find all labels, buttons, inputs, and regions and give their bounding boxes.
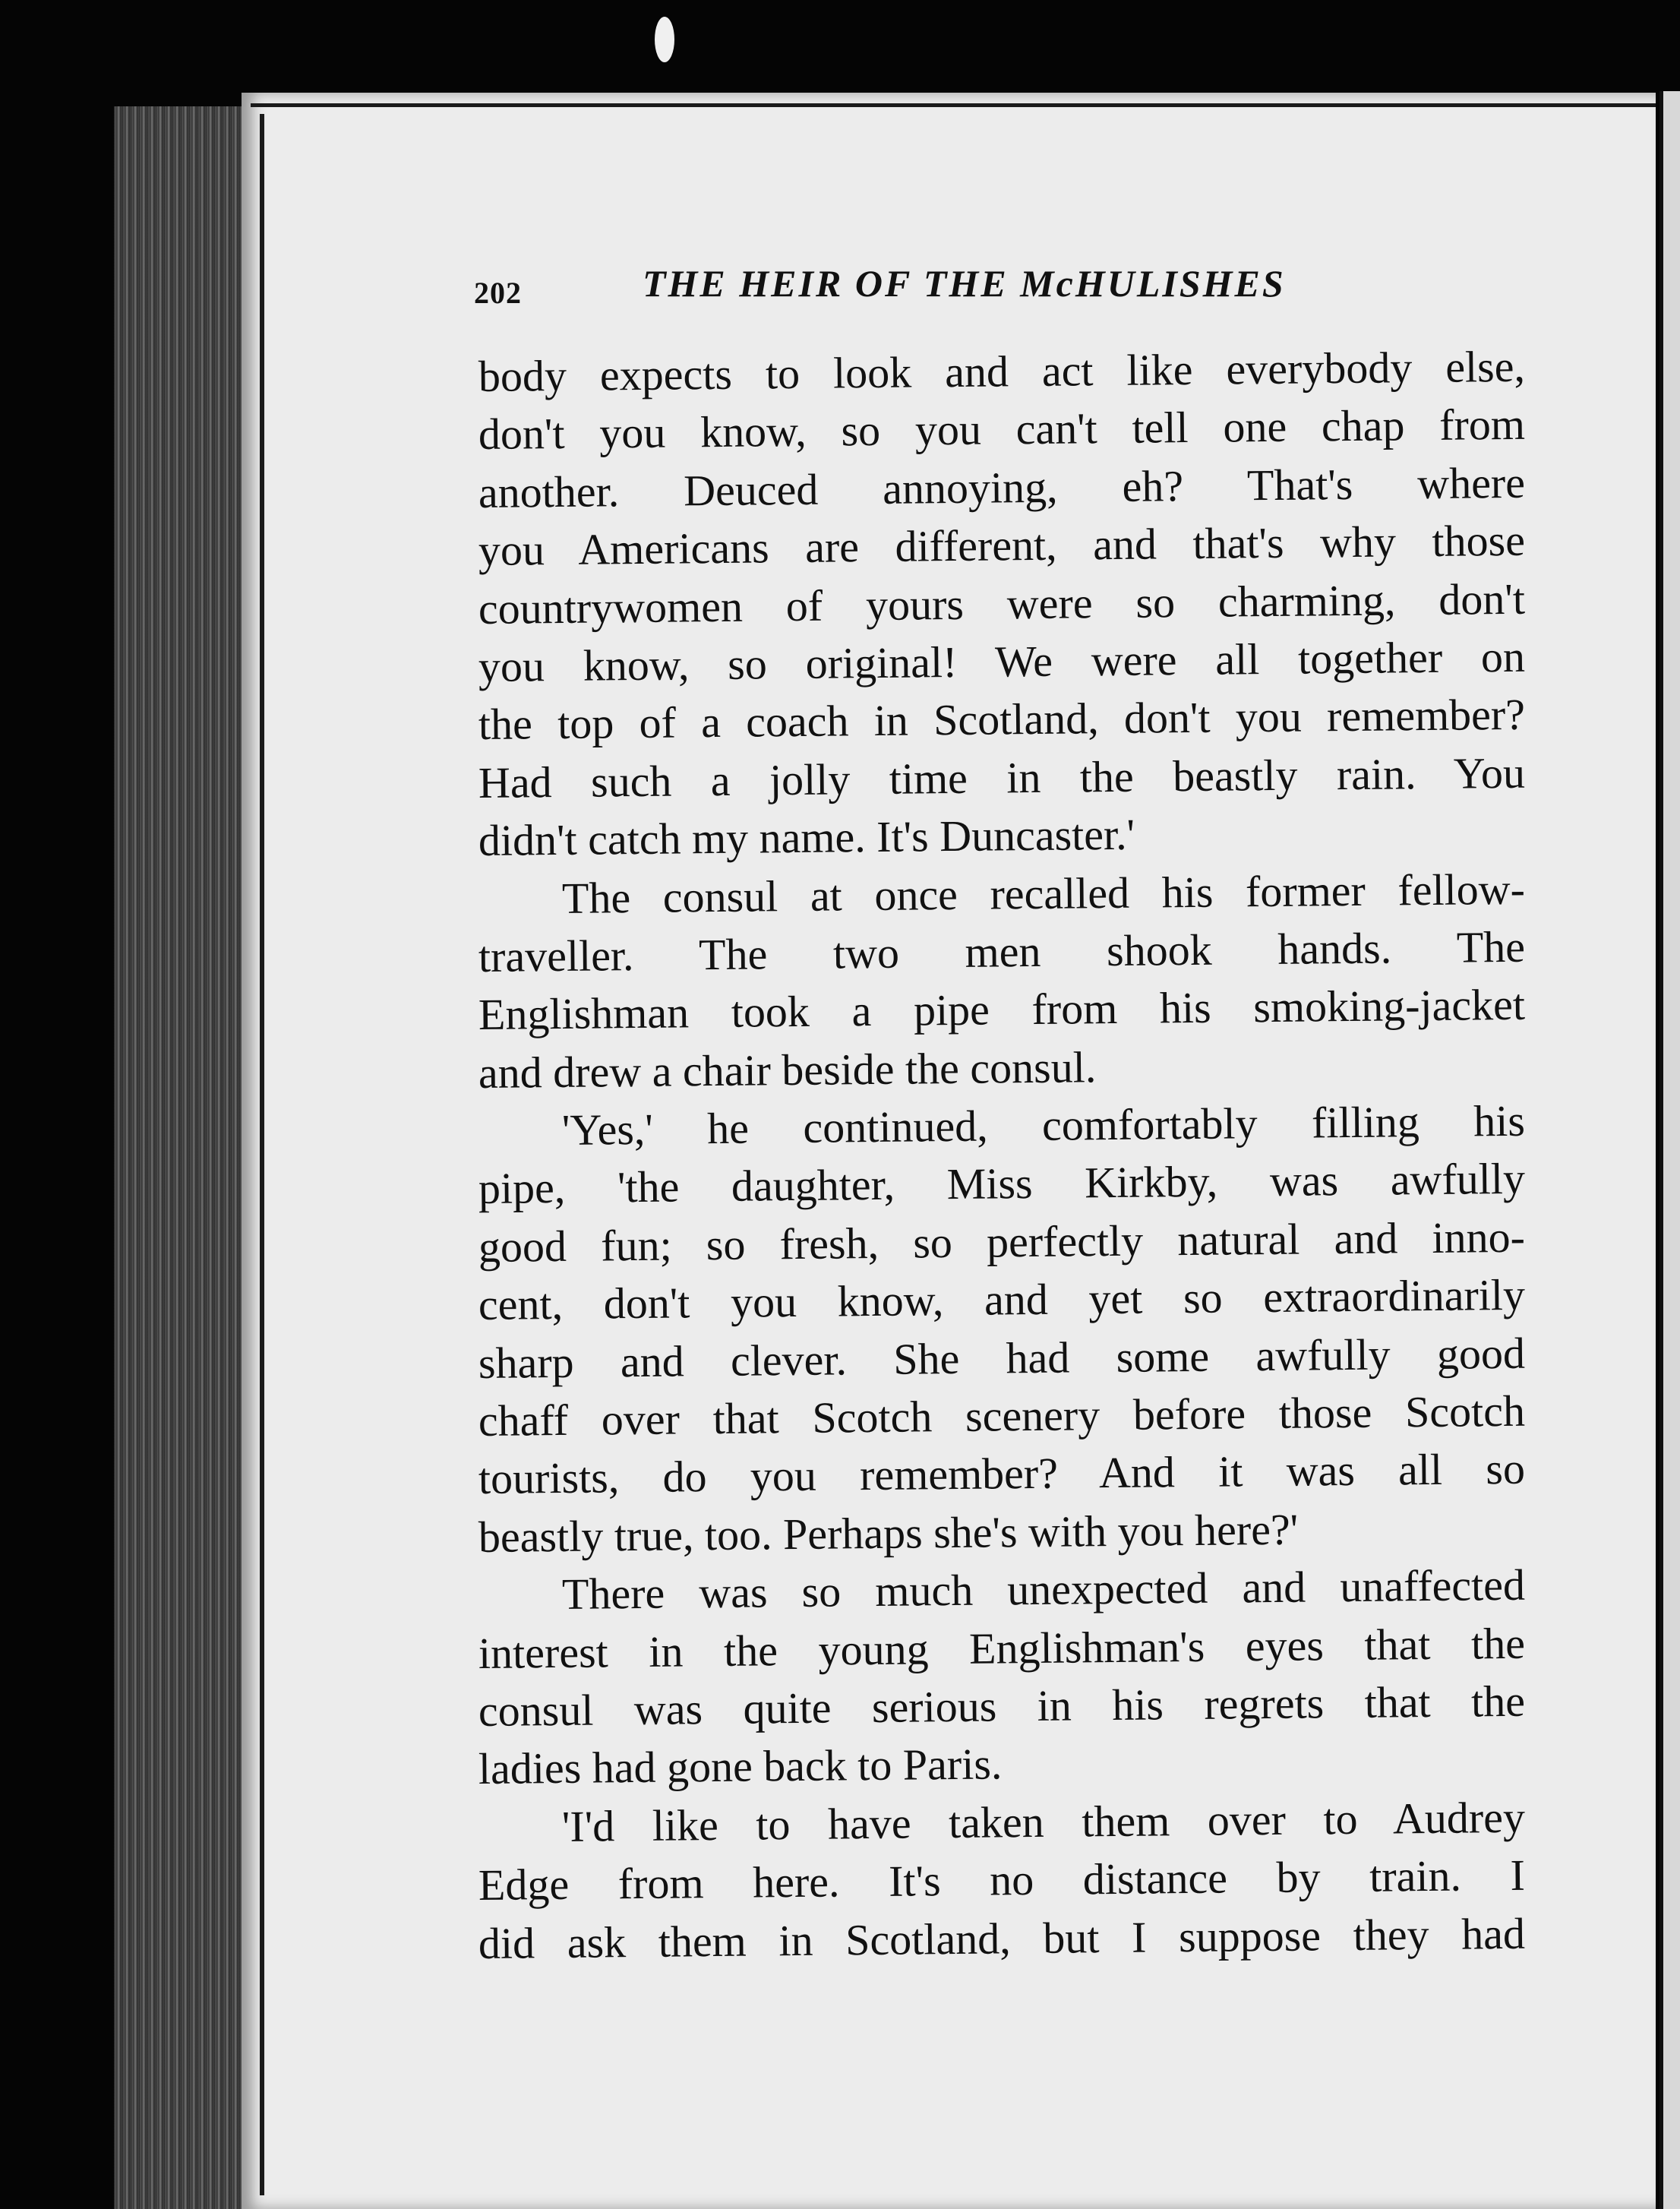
text-line: 'Yes,' he continued, comfortably filling his (561, 1095, 1526, 1155)
text-line: interest in the young Englishman's eyes that the (478, 1618, 1526, 1678)
running-head: THE HEIR OF THE McHULISHES (643, 262, 1286, 305)
text-line: you know, so original! We were all together on (478, 631, 1526, 691)
text-line: countrywomen of yours were so charming, don't (478, 574, 1526, 634)
binding-mark (655, 17, 674, 62)
text-line: chaff over that Scotch scenery before those Scotch (478, 1386, 1526, 1446)
page-number: 202 (474, 276, 522, 310)
page-border-top (251, 103, 1656, 107)
text-line: cent, don't you know, and yet so extraordinarily (478, 1270, 1526, 1330)
text-line: you Americans are different, and that's why those (478, 515, 1526, 576)
text-line: don't you know, so you can't tell one chap from (478, 400, 1526, 460)
text-line: beastly true, too. Perhaps she's with you here?' (478, 1504, 1299, 1562)
text-line: Edge from here. It's no distance by train. I (478, 1850, 1526, 1910)
text-line: tourists, do you remember? And it was all so (478, 1444, 1526, 1504)
text-line: 'I'd like to have taken them over to Audrey (561, 1792, 1526, 1851)
text-line: did ask them in Scotland, but I suppose they had (478, 1908, 1526, 1968)
text-line: traveller. The two men shook hands. The (478, 921, 1526, 981)
text-line: There was so much unexpected and unaffected (561, 1560, 1526, 1620)
page-border-left (260, 114, 264, 2195)
text-line: good fun; so fresh, so perfectly natural and inno- (478, 1212, 1526, 1272)
text-line: Had such a jolly time in the beastly rain. You (478, 747, 1526, 807)
text-line: consul was quite serious in his regrets that the (478, 1676, 1526, 1736)
text-line: sharp and clever. She had some awfully good (478, 1328, 1526, 1388)
text-line: Englishman took a pipe from his smoking-jacket (478, 980, 1526, 1040)
text-line: ladies had gone back to Paris. (478, 1739, 1003, 1794)
text-line: body expects to look and act like everybody else, (478, 341, 1526, 401)
facing-page-edge (1659, 91, 1680, 2209)
text-line: another. Deuced annoying, eh? That's where (478, 457, 1526, 517)
text-line: and drew a chair beside the consul. (478, 1041, 1097, 1098)
text-line: didn't catch my name. It's Duncaster.' (478, 809, 1135, 866)
body-text (478, 341, 1526, 1973)
text-line: pipe, 'the daughter, Miss Kirkby, was awfully (478, 1154, 1526, 1214)
text-line: The consul at once recalled his former fellow- (561, 864, 1526, 923)
text-line: the top of a coach in Scotland, don't you remember? (478, 690, 1526, 750)
book-page-edges (114, 106, 258, 2209)
